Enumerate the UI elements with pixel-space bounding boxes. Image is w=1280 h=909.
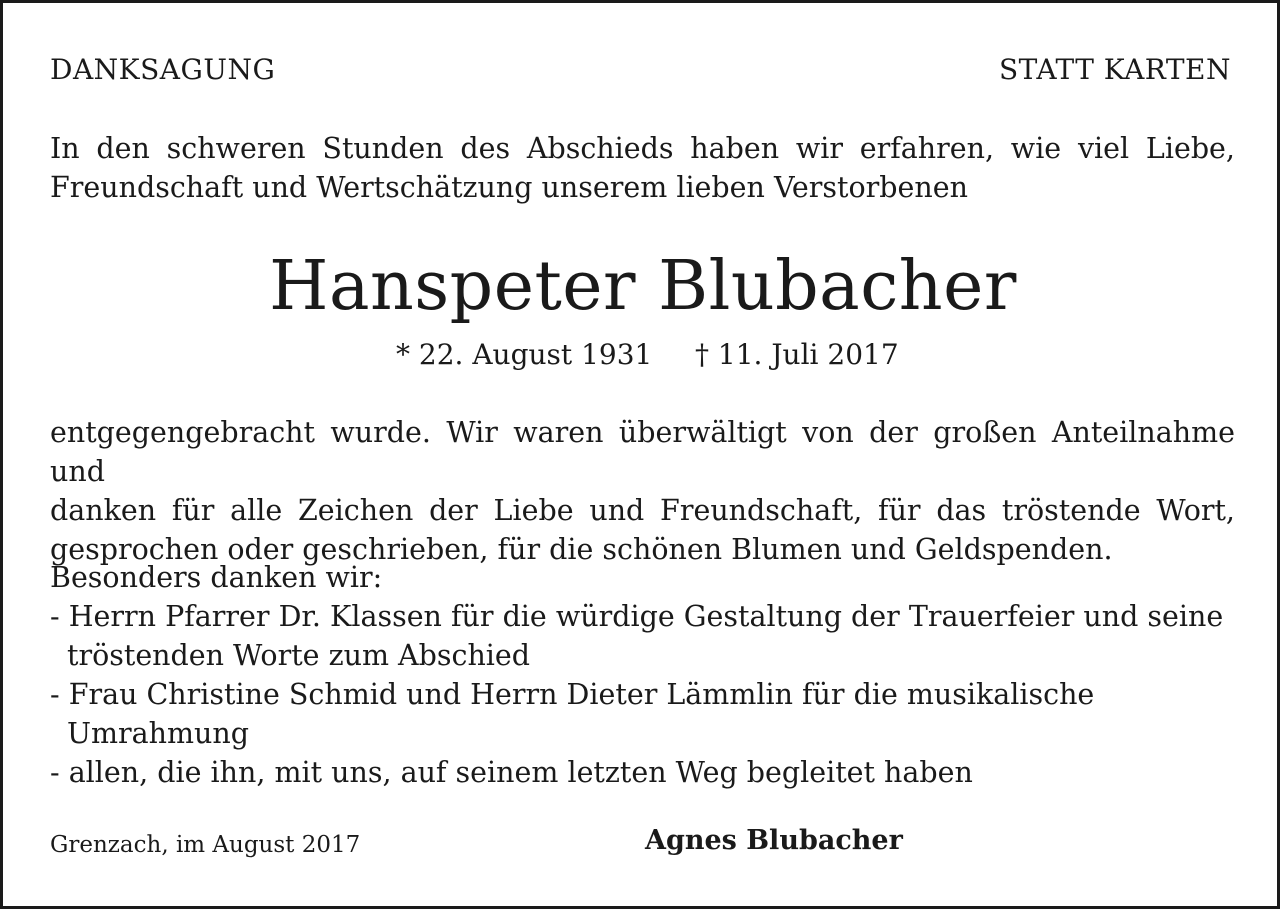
body-line-3: gesprochen oder geschrieben, für die schönen Blumen und Geldspenden. [50, 533, 1113, 566]
header-danksagung: DANKSAGUNG [50, 53, 276, 86]
birth-date: * 22. August 1931 [396, 338, 653, 371]
body-line-2: danken für alle Zeichen der Liebe und Freundschaft, für das tröstende Wort, [50, 494, 1235, 527]
thanks-item-1-line-2: tröstenden Worte zum Abschied [67, 639, 531, 672]
place-and-date: Grenzach, im August 2017 [50, 832, 361, 858]
intro-line-1: In den schweren Stunden des Abschieds haben wir erfahren, wie viel Liebe, [50, 132, 1235, 165]
intro-paragraph [50, 129, 1235, 207]
thanks-heading: Besonders danken wir: [50, 561, 383, 594]
intro-line-2: Freundschaft und Wertschätzung unserem lieben Verstorbenen [50, 171, 968, 204]
body-line-1: entgegengebracht wurde. Wir waren überwältigt von der großen Anteilnahme und [50, 416, 1235, 488]
thanks-item-3-line-1: - allen, die ihn, mit uns, auf seinem letzten Weg begleitet haben [50, 756, 973, 789]
deceased-name: Hanspeter Blubacher [269, 247, 1017, 326]
thanks-list [50, 558, 1235, 792]
thanks-item-2-line-1: - Frau Christine Schmid und Herrn Dieter Lämmlin für die musikalische [50, 678, 1095, 711]
body-paragraph [50, 413, 1235, 569]
thanks-item-2-line-2: Umrahmung [67, 717, 249, 750]
header-statt-karten: STATT KARTEN [999, 53, 1231, 86]
death-date: † 11. Juli 2017 [695, 338, 899, 371]
signature: Agnes Blubacher [645, 825, 903, 856]
thanks-item-1-line-1: - Herrn Pfarrer Dr. Klassen für die würdige Gestaltung der Trauerfeier und seine [50, 600, 1224, 633]
